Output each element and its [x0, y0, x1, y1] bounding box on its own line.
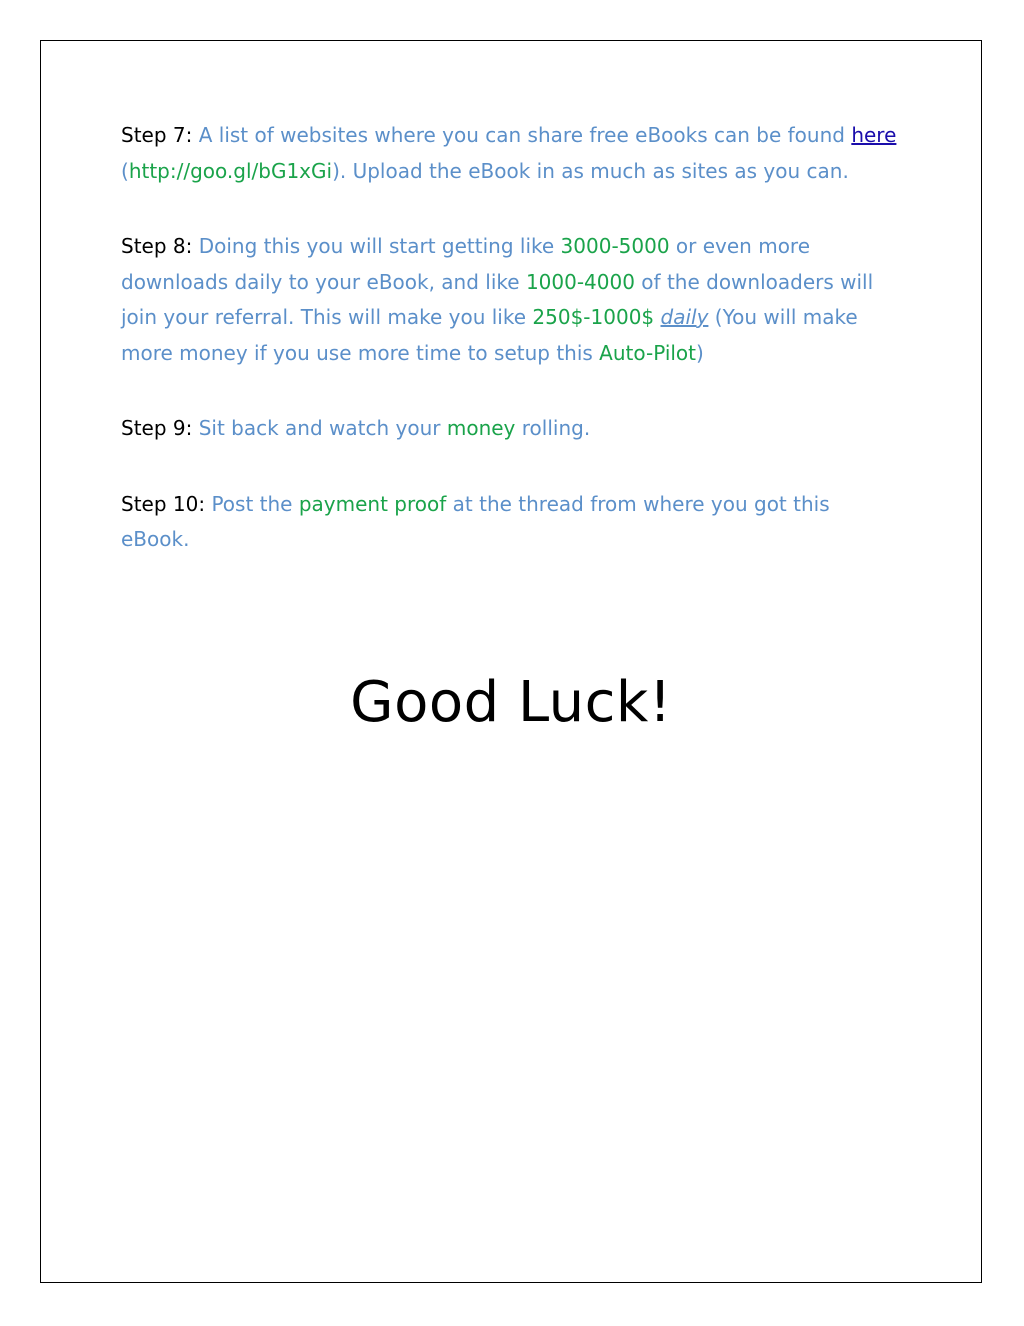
referral-range: 1000-4000 — [525, 269, 635, 294]
step-10-text: Post the — [205, 491, 299, 516]
step-8-text-c: of the downloaders will join your referral. This will make you like — [121, 269, 874, 329]
step-8-text-b: or even more downloads daily to your eBook, and like — [121, 234, 811, 294]
step-10-label: Step 10: — [121, 491, 206, 516]
step-9-text: Sit back and watch your — [192, 416, 447, 440]
step-8-text: Doing this you will start getting like — [192, 234, 561, 258]
step-9-text-b: rolling. — [515, 416, 591, 440]
url-text: http://goo.gl/bG1xGi — [128, 158, 333, 183]
document-body — [121, 118, 901, 598]
daily-emphasis: daily — [660, 305, 709, 329]
step-7-paren-open: ( — [121, 158, 129, 183]
payment-proof-text: payment proof — [298, 491, 447, 516]
step-10-paragraph — [121, 487, 901, 558]
money-range: 250$-1000$ — [532, 305, 655, 329]
step-8-paragraph — [121, 229, 901, 371]
step-8-text-e: (You will make more money if you use more time to setup this — [121, 305, 858, 365]
step-10-text-b: at the thread from where you got this eBook. — [121, 491, 830, 551]
autopilot-text: Auto-Pilot — [599, 340, 697, 365]
here-link[interactable]: here — [851, 123, 897, 147]
step-9-paragraph — [121, 411, 901, 447]
money-word: money — [446, 416, 516, 440]
downloads-range: 3000-5000 — [560, 234, 670, 258]
step-7-paragraph — [121, 118, 901, 189]
good-luck-heading: Good Luck! — [350, 670, 672, 735]
step-7-label: Step 7: — [121, 123, 193, 147]
step-8-label: Step 8: — [121, 234, 193, 258]
step-7-text: A list of websites where you can share free eBooks can be found — [192, 123, 852, 147]
step-7-text-end: ). Upload the eBook in as much as sites as you can. — [332, 158, 849, 183]
step-8-text-f: ) — [696, 340, 704, 365]
step-9-label: Step 9: — [121, 416, 193, 440]
